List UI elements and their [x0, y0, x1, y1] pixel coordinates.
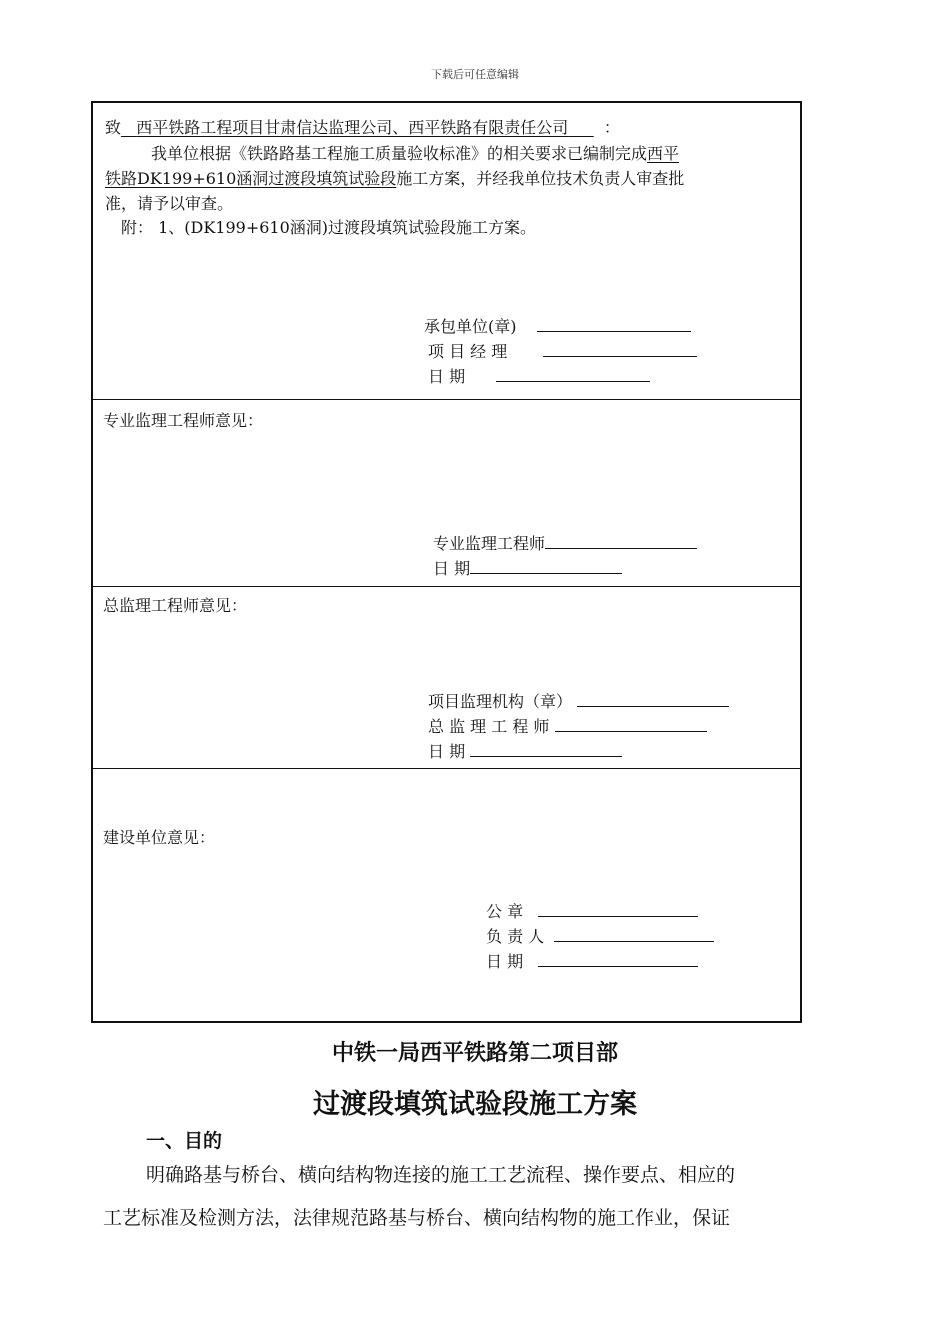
plan-title: 过渡段填筑试验段施工方案 — [313, 1089, 637, 1120]
purpose-paragraph-line-1: 明确路基与桥台、横向结构物连接的施工工艺流程、操作要点、相应的 — [146, 1164, 736, 1186]
date-line-3 — [470, 742, 622, 757]
body-line-3: 准，请予以审查。 — [105, 194, 234, 213]
recipient-name: 西平铁路工程项目甘肃信达监理公司、西平铁路有限责任公司 — [136, 118, 569, 137]
supervision-seal-row: 项目监理机构（章） — [428, 690, 729, 714]
supervision-seal-line — [577, 692, 729, 707]
to-prefix: 致 — [105, 118, 122, 137]
form-section-specialist — [93, 399, 800, 586]
body-line-1: 我单位根据《铁路路基工程施工质量验收标准》的相关要求已编制完成西平 — [151, 144, 680, 163]
date-row-3: 日 期 — [428, 740, 622, 764]
responsible-person-row: 负 责 人 — [486, 925, 714, 949]
attachment-line: 附： 1、(DK199+610涵洞)过渡段填筑试验段施工方案。 — [121, 218, 537, 237]
contractor-seal-row: 承包单位(章) — [424, 315, 691, 339]
specialist-opinion-label: 专业监理工程师意见： — [103, 411, 264, 430]
owner-opinion-label: 建设单位意见： — [103, 828, 216, 847]
chief-opinion-label: 总监理工程师意见： — [103, 596, 248, 615]
date-line-2 — [470, 559, 622, 574]
date-row-1: 日 期 — [428, 365, 650, 389]
body-line-2: 铁路DK199+610涵洞过渡段填筑试验段施工方案，并经我单位技术负责人审查批 — [105, 169, 685, 188]
org-title: 中铁一局西平铁路第二项目部 — [331, 1041, 618, 1066]
form-section-owner — [93, 768, 800, 1023]
form-section-chief — [93, 586, 800, 768]
specialist-engineer-line — [545, 534, 697, 549]
date-line-4 — [538, 952, 698, 967]
responsible-person-line — [554, 927, 714, 942]
chief-engineer-row: 总 监 理 工 程 师 — [428, 715, 707, 739]
form-section-submission — [93, 103, 800, 399]
date-row-4: 日 期 — [486, 950, 698, 974]
official-seal-row: 公 章 — [486, 900, 698, 924]
date-line-1 — [496, 367, 650, 382]
official-seal-line — [538, 902, 698, 917]
section-heading-purpose: 一、目的 — [146, 1130, 223, 1152]
purpose-paragraph-line-2: 工艺标准及检测方法，法律规范路基与桥台、横向结构物的施工作业，保证 — [103, 1207, 731, 1229]
project-manager-line — [543, 342, 697, 357]
recipient-line — [105, 115, 620, 141]
approval-form — [91, 101, 802, 1023]
to-suffix: ： — [603, 118, 620, 137]
contractor-seal-line — [537, 317, 691, 332]
project-manager-row: 项 目 经 理 — [428, 340, 697, 364]
date-row-2: 日 期 — [433, 557, 622, 581]
chief-engineer-line — [555, 717, 707, 732]
specialist-engineer-row: 专业监理工程师 — [433, 532, 697, 556]
header-note: 下载后可任意编辑 — [431, 68, 519, 81]
